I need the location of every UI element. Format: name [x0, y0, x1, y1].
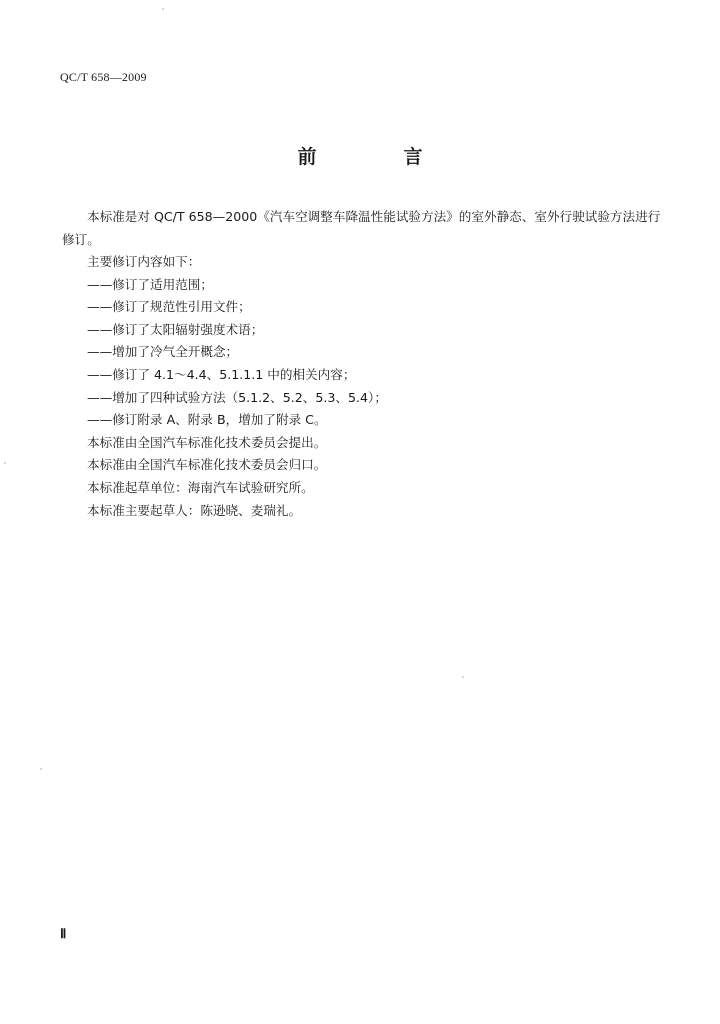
statement-drafting-unit: 本标准起草单位：海南汽车试验研究所。: [87, 479, 314, 495]
list-item: ——修订了太阳辐射强度术语；: [87, 321, 264, 337]
page-number: Ⅱ: [60, 926, 67, 941]
scan-speck: [40, 768, 42, 770]
scan-speck: [162, 8, 164, 10]
statement-drafters: 本标准主要起草人：陈逊晓、麦瑞礼。: [87, 502, 302, 518]
main-changes-label: 主要修订内容如下：: [87, 254, 201, 269]
list-item: ——修订附录 A、附录 B，增加了附录 C。: [87, 412, 327, 428]
page-title: 前 言: [297, 146, 457, 168]
statement-proposer: 本标准由全国汽车标准化技术委员会提出。: [87, 434, 327, 450]
list-item: ——增加了四种试验方法（5.1.2、5.2、5.3、5.4）；: [87, 389, 387, 405]
standard-code: QC/T 658—2009: [60, 70, 147, 84]
changes-list: [62, 274, 662, 432]
statement-administrator: 本标准由全国汽车标准化技术委员会归口。: [87, 457, 327, 473]
scan-speck: [462, 676, 464, 678]
list-item: ——增加了冷气全开概念；: [87, 344, 239, 360]
list-item: ——修订了规范性引用文件；: [87, 299, 251, 315]
list-item: ——修订了 4.1～4.4、5.1.1.1 中的相关内容；: [87, 366, 356, 382]
intro-paragraph: 本标准是对 QC/T 658—2000《汽车空调整车降温性能试验方法》的室外静态、室外行驶试验方法进行修订。: [62, 209, 661, 247]
scan-speck: [4, 462, 6, 464]
foreword-body: [62, 205, 662, 522]
list-item: ——修订了适用范围；: [87, 276, 213, 292]
statements-list: [62, 432, 662, 522]
